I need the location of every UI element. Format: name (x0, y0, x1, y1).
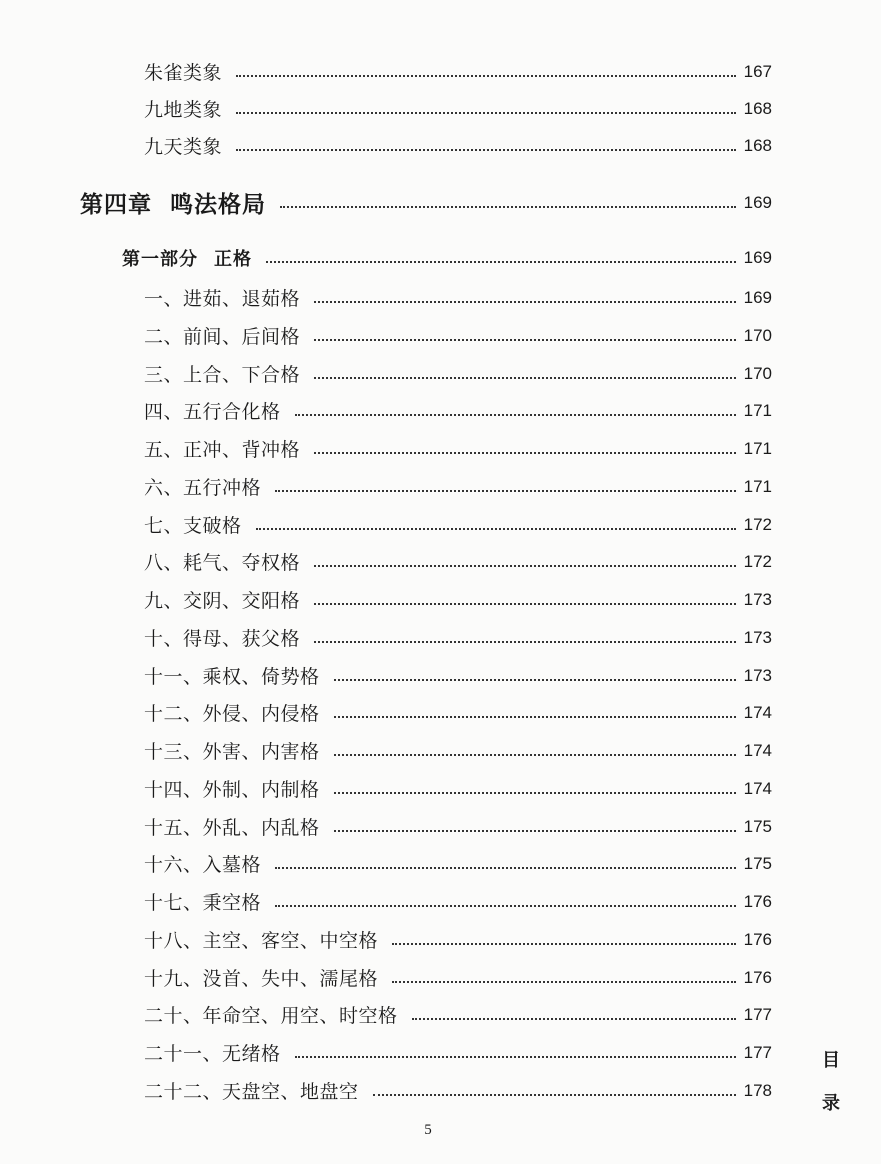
toc-entry-title: 三、上合、下合格 (144, 364, 301, 386)
toc-entry-page: 176 (743, 891, 772, 911)
leader-dots (295, 1054, 736, 1058)
toc-entry (144, 964, 772, 991)
toc-entry-title: 一、进茹、退茹格 (144, 288, 301, 310)
leader-dots (314, 299, 736, 303)
toc-entry-page: 176 (743, 967, 772, 987)
leader-dots (412, 1016, 736, 1020)
toc-entry-page: 170 (743, 325, 772, 345)
toc-entry (144, 473, 772, 500)
toc-entry-title: 二十二、天盘空、地盘空 (144, 1081, 359, 1103)
toc-entry-title: 十八、主空、客空、中空格 (144, 930, 379, 952)
toc-entry (144, 1001, 772, 1028)
toc-entry-title: 十三、外害、内害格 (144, 741, 320, 763)
chapter-number: 第四章 (80, 191, 152, 218)
toc-entry (144, 624, 772, 651)
toc-entry-title: 九、交阴、交阳格 (144, 590, 301, 612)
leader-dots (334, 752, 736, 756)
toc-entry-page: 177 (743, 1004, 772, 1024)
toc-entry-page: 173 (743, 665, 772, 685)
part-page: 169 (743, 248, 772, 267)
toc-entry-title: 五、正冲、背冲格 (144, 439, 301, 461)
page-number: 5 (424, 1122, 432, 1138)
toc-entry-page: 172 (743, 514, 772, 534)
toc-entry-title: 十六、入墓格 (144, 854, 262, 876)
toc-entry-title: 二十、年命空、用空、时空格 (144, 1005, 398, 1027)
toc-entry (144, 322, 772, 349)
toc-entry (144, 397, 772, 424)
leader-dots (314, 375, 736, 379)
toc-entry (144, 813, 772, 840)
leader-dots (314, 639, 736, 643)
toc-entry (144, 58, 772, 85)
toc-entry-page: 174 (743, 778, 772, 798)
toc-entry-page: 178 (743, 1080, 772, 1100)
toc-entry-title: 十五、外乱、内乱格 (144, 817, 320, 839)
leader-dots (392, 941, 736, 945)
toc-entry-page: 172 (743, 551, 772, 571)
toc-entry (144, 586, 772, 613)
part-number: 第一部分 (122, 249, 198, 270)
toc-entry-page: 175 (743, 853, 772, 873)
toc-entry-page: 177 (743, 1042, 772, 1062)
toc-entry (144, 1039, 772, 1066)
toc-entry-title: 二、前间、后间格 (144, 326, 301, 348)
toc-entry (144, 132, 772, 159)
toc-entry-title: 九天类象 (144, 136, 223, 158)
toc-entry-page: 173 (743, 589, 772, 609)
toc-entry-page: 168 (743, 135, 772, 155)
toc-entry-page: 170 (743, 363, 772, 383)
toc-entry (144, 95, 772, 122)
leader-dots (280, 204, 736, 208)
leader-dots (373, 1092, 736, 1096)
chapter-title (80, 186, 266, 219)
toc-entry-title: 十七、秉空格 (144, 892, 262, 914)
toc-entry-title: 朱雀类象 (144, 62, 223, 84)
leader-dots (392, 979, 736, 983)
toc-entry-title: 六、五行冲格 (144, 477, 262, 499)
toc-entry (144, 737, 772, 764)
chapter-name: 鸣法格局 (170, 191, 266, 218)
chapter-heading (80, 186, 772, 219)
toc-entry (144, 360, 772, 387)
toc-entry-page: 175 (743, 816, 772, 836)
toc-entry-page: 167 (743, 61, 772, 81)
toc-entry-page: 171 (743, 476, 772, 496)
leader-dots (275, 488, 736, 492)
toc-entry-title: 七、支破格 (144, 515, 242, 537)
leader-dots (314, 563, 736, 567)
leader-dots (266, 259, 736, 263)
toc-entry (144, 662, 772, 689)
leader-dots (236, 73, 736, 77)
toc-entry-title: 九地类象 (144, 99, 223, 121)
side-label-mu: 目 (822, 1050, 840, 1071)
leader-dots (256, 526, 736, 530)
leader-dots (334, 790, 736, 794)
leader-dots (334, 828, 736, 832)
part-heading (122, 245, 772, 271)
leader-dots (236, 110, 736, 114)
leader-dots (334, 677, 736, 681)
toc-entry (144, 850, 772, 877)
part-name: 正格 (214, 249, 252, 270)
toc-entry-page: 168 (743, 98, 772, 118)
toc-entry-title: 十二、外侵、内侵格 (144, 703, 320, 725)
leader-dots (236, 147, 736, 151)
side-label-lu: 录 (822, 1093, 840, 1114)
toc-entry (144, 699, 772, 726)
toc-entry-title: 十四、外制、内制格 (144, 779, 320, 801)
toc-entry-title: 十一、乘权、倚势格 (144, 666, 320, 688)
toc-entry-page: 173 (743, 627, 772, 647)
toc-entry-page: 171 (743, 438, 772, 458)
leader-dots (334, 714, 736, 718)
leader-dots (275, 865, 736, 869)
leader-dots (314, 601, 736, 605)
toc-entry-title: 十、得母、获父格 (144, 628, 301, 650)
toc-entry-page: 174 (743, 702, 772, 722)
toc-entry-page: 174 (743, 740, 772, 760)
chapter-page: 169 (743, 192, 772, 212)
toc-entry (144, 888, 772, 915)
toc-entry-page: 169 (743, 287, 772, 307)
toc-entry (144, 435, 772, 462)
leader-dots (275, 903, 736, 907)
leader-dots (295, 412, 736, 416)
toc-entry (144, 775, 772, 802)
toc-entry (144, 1077, 772, 1104)
toc-entry-page: 176 (743, 929, 772, 949)
toc-entry (144, 926, 772, 953)
toc-entry (144, 284, 772, 311)
leader-dots (314, 450, 736, 454)
leader-dots (314, 337, 736, 341)
toc-entry-page: 171 (743, 400, 772, 420)
toc-entry (144, 511, 772, 538)
toc-entry-title: 八、耗气、夺权格 (144, 552, 301, 574)
part-title (122, 245, 252, 271)
toc-entry (144, 548, 772, 575)
toc-entry-title: 十九、没首、失中、濡尾格 (144, 968, 379, 990)
toc-entry-title: 四、五行合化格 (144, 401, 281, 423)
toc-entry-title: 二十一、无绪格 (144, 1043, 281, 1065)
